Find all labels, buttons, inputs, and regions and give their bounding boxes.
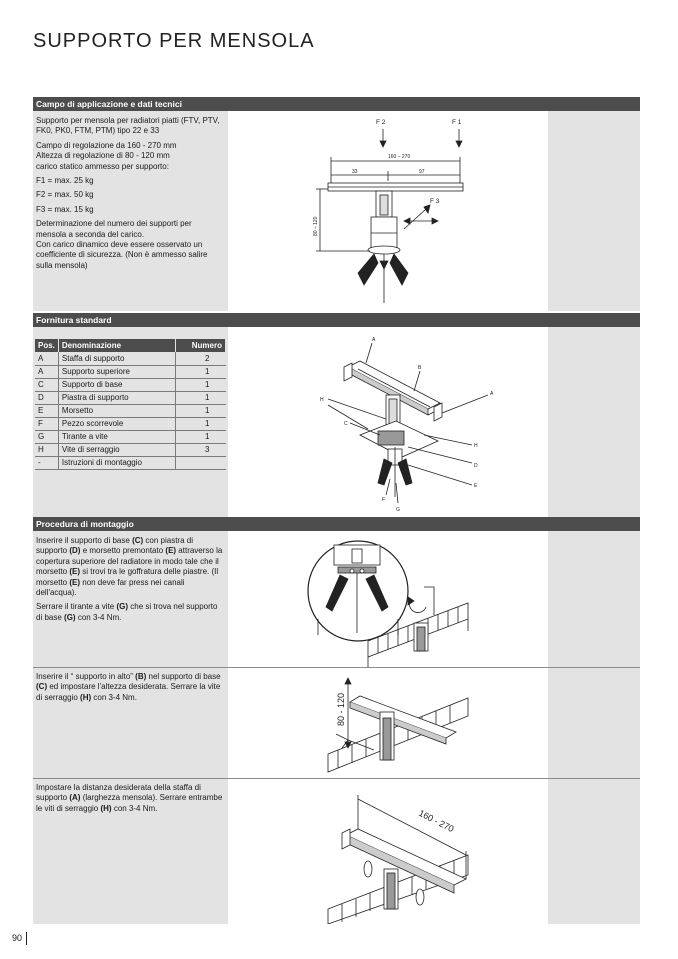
assembly-text-run: nel supporto di base [146,672,221,681]
col-pos: Pos. [35,339,58,352]
component-reference: (E) [165,546,177,556]
part-qty: 2 [175,352,225,365]
section-header-technical: Campo di applicazione e dati tecnici [33,97,640,111]
part-pos: F [35,417,58,430]
part-pos: H [35,443,58,456]
dim-total-label: 160 – 270 [388,154,411,160]
exploded-view-diagram [228,327,548,517]
dimension-drawing [228,111,548,311]
label-g: G [396,507,400,513]
table-row [35,404,226,417]
part-qty: 1 [175,378,225,391]
technical-side-column [548,111,640,311]
assembly-step-2-drawing [228,668,548,778]
assembly-text-run: con 3-4 Nm. [91,692,137,702]
part-pos: - [35,456,58,469]
label-d: D [474,463,478,469]
technical-paragraph: F2 = max. 50 kg [36,190,94,200]
part-name: Supporto superiore [58,365,175,378]
assembly-text-run: ed impostare l'altezza desiderata. Serrare la vite di serraggio [36,682,221,702]
assembly-text-run: Serrare il tirante a vite [36,602,117,612]
part-pos: D [35,391,58,404]
assembly-text-run: (larghezza mensola). Serrare entrambe le viti di serraggio [36,793,223,813]
assembly-text-run: non deve far press nei canali dell'acqua). [36,577,185,598]
dim-left-label: 33 [352,169,358,175]
assembly-row [33,531,640,924]
table-row [35,391,226,404]
assembly-drawings [228,531,548,924]
supply-side-column [548,327,640,517]
label-f: F [382,497,386,503]
parts-table [35,339,226,470]
component-reference: (E) [69,567,81,577]
table-row [35,417,226,430]
component-reference: (D) [69,546,81,556]
assembly-step-1 [33,531,228,627]
part-name: Piastra di supporto [58,391,175,404]
part-name: Supporto di base [58,378,175,391]
parts-table-area [33,327,228,517]
force-f2-label: F 2 [376,119,386,126]
assembly-text-run: attraverso la copertura superiore del radiatore in modo tale che il morsetto [36,546,223,577]
part-qty: 1 [175,391,225,404]
part-name: Morsetto [58,404,175,417]
row-divider-2 [33,778,640,779]
assembly-paragraph [36,602,224,623]
component-reference: (C) [36,682,48,692]
assembly-text-run: con 3-4 Nm. [75,612,122,622]
technical-paragraph: Campo di regolazione da 160 - 270 mm Altezza di regolazione di 80 - 120 mm carico statico ammesso per supporto: [36,140,177,171]
technical-row [33,111,640,311]
part-name: Pezzo scorrevole [58,417,175,430]
assembly-paragraph [36,783,224,814]
part-name: Istruzioni di montaggio [58,456,175,469]
assembly-paragraph [36,672,224,703]
assembly-step-1-drawing [228,531,548,667]
row-divider-1 [33,667,640,668]
component-reference: (G) [116,602,129,612]
label-h-right: H [474,443,478,449]
table-row [35,365,226,378]
table-row [35,443,226,456]
table-row [35,430,226,443]
part-qty: 1 [175,365,225,378]
part-pos: A [35,365,58,378]
component-reference: (H) [80,692,92,702]
technical-paragraph: Determinazione del numero dei supporti per mensola a seconda del carico. Con carico dinamico deve essere osservato un coefficiente di sicurezza. (Non è ammesso salire sulla mensola) [36,219,208,270]
part-qty: 1 [175,417,225,430]
table-row [35,378,226,391]
table-row [35,456,226,469]
part-pos: C [35,378,58,391]
component-reference: (G) [64,612,76,622]
component-reference: (A) [69,793,81,803]
assembly-side-column [548,531,640,924]
part-qty: 3 [175,443,225,456]
part-pos: A [35,352,58,365]
step-2-dimension-label: 80 - 120 [336,692,346,726]
part-pos: E [35,404,58,417]
assembly-text-run: Inserire il “ supporto in alto” [36,672,136,681]
assembly-text-run: con 3-4 Nm. [111,803,158,813]
label-a-top: A [372,337,376,343]
assembly-text-run: Inserire il supporto di base [36,536,133,545]
part-qty: 1 [175,404,225,417]
technical-paragraph: F1 = max. 25 kg [36,176,94,186]
part-qty: 1 [175,430,225,443]
label-e: E [474,483,478,489]
force-f1-label: F 1 [452,119,462,126]
assembly-step-3-drawing [228,779,548,924]
component-reference: (H) [100,803,112,813]
label-a-right: A [490,391,494,397]
label-h-left: H [320,397,324,403]
component-reference: (C) [132,536,144,545]
assembly-text [33,531,228,924]
standard-supply-row [33,327,640,517]
step-3-dimension-label: 160 - 270 [417,807,456,835]
section-header-assembly: Procedura di montaggio [33,517,640,531]
label-c: C [344,421,348,427]
assembly-text-run: si trovi tra le goffratura delle piastre. (Il morsetto [36,567,219,587]
force-f3-label: F 3 [430,198,440,205]
part-name: Tirante a vite [58,430,175,443]
col-qty: Numero [175,339,225,352]
technical-paragraph: Supporto per mensola per radiatori piatti (FTV, PTV, FK0, PK0, FTM, PTM) tipo 22 e 33 [36,116,220,136]
assembly-step-2 [33,667,228,707]
assembly-paragraph [36,536,224,598]
technical-text [33,111,228,311]
dim-right-label: 97 [419,169,425,175]
exploded-drawing [228,327,548,517]
label-b: B [418,365,422,371]
assembly-text-run: Impostare la distanza desiderata della staffa di supporto [36,783,201,803]
page-title: SUPPORTO PER MENSOLA [33,30,315,52]
col-name: Denominazione [58,339,175,352]
dim-height-label: 80 – 120 [313,216,319,236]
part-qty [175,456,225,469]
assembly-text-run: che si trova nel supporto di base [36,602,218,622]
assembly-text-run: con piastra di supporto [36,536,193,556]
part-name: Staffa di supporto [58,352,175,365]
part-name: Vite di serraggio [58,443,175,456]
component-reference: (B) [135,672,147,681]
technical-paragraph: F3 = max. 15 kg [36,204,94,214]
component-reference: (E) [69,577,81,587]
assembly-text-run: e morsetto premontato [80,546,166,556]
assembly-step-3 [33,778,228,818]
section-header-standard-supply: Fornitura standard [33,313,640,327]
table-row [35,352,226,365]
page-number: 90 [12,932,27,945]
technical-drawing [228,111,548,311]
part-pos: G [35,430,58,443]
